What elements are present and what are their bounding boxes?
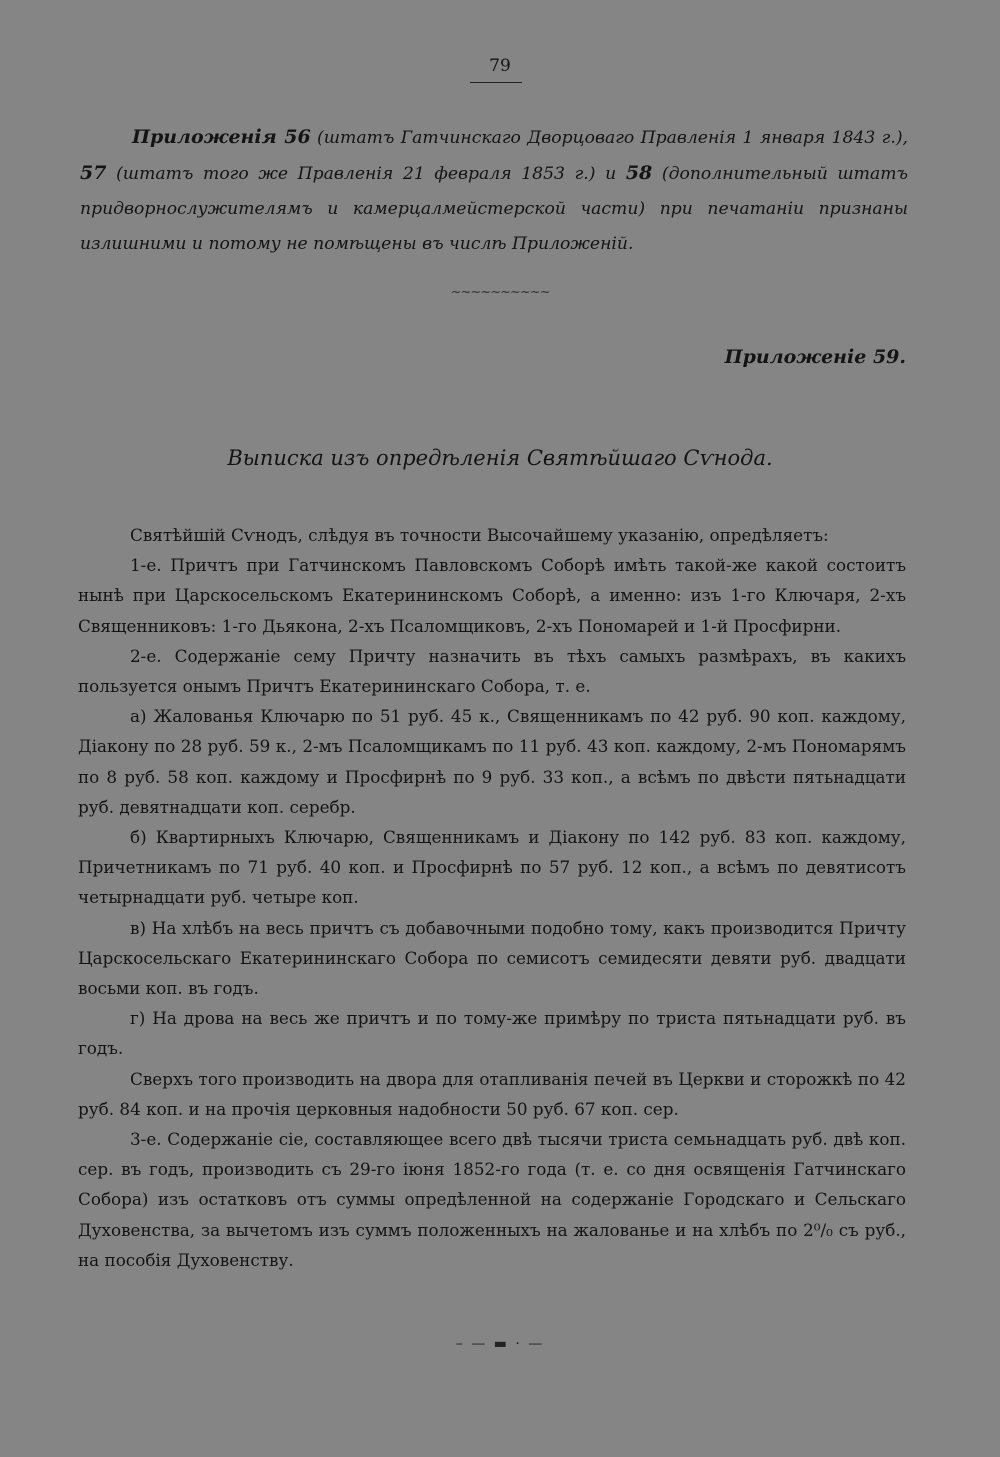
paragraph: 1-е. Причтъ при Гатчинскомъ Павловскомъ Соборѣ имѣть такой-же какой состоитъ нынѣ при Царскосельскомъ Екатерининскомъ Соборѣ, а именно: изъ 1-го Ключаря, 2-хъ Священниковъ: 1-го Дьякона, 2-хъ Псаломщиковъ, 2-хъ Пономарей и 1-й Просфирни. [78, 555, 906, 636]
editorial-note [80, 120, 908, 262]
appendix-label: Приложеніе 59. [724, 346, 906, 368]
section-divider: ~~~~~~~~~~ [450, 285, 550, 300]
paragraph: Сверхъ того производить на двора для отапливанія печей въ Церкви и сторожкѣ по 42 руб. 84 коп. и на прочія церковныя надобности 50 руб. 67 коп. сер. [78, 1068, 906, 1119]
end-rule: – — ▬ · — [455, 1336, 545, 1352]
paragraph: б) Квартирныхъ Ключарю, Священникамъ и Діакону по 142 руб. 83 коп. каждому, Причетникамъ по 71 руб. 40 коп. и Просфирнѣ по 57 руб. 12 коп., а всѣмъ по девятисотъ четырнадцати руб. четыре коп. [78, 827, 906, 908]
note-appendix-58: 58 [625, 162, 653, 184]
paragraph: 3-е. Содержаніе сіе, составляющее всего двѣ тысячи триста семьнадцать руб. двѣ коп. сер. въ годъ, производить съ 29-го іюня 1852-го года (т. е. со дня освященія Гатчинскаго Собора) изъ остатковъ отъ суммы опредѣленной на содержаніе Городскаго и Сельскаго Духовенства, за вычетомъ изъ суммъ положенныхъ на жалованье и на хлѣбъ по 2⁰/₀ съ руб., на пособія Духовенству. [78, 1129, 906, 1270]
note-appendix-56: Приложенія 56 [132, 126, 311, 148]
note-text-3: (дополнительный штатъ придворнослужителямъ и камерцалмейстерской части) при печатаніи признаны излишними и потому не помѣщены въ числѣ Приложеній. [80, 164, 908, 254]
paragraph: Святѣйшій Сѵнодъ, слѣдуя въ точности Высочайшему указанію, опредѣляетъ: [130, 525, 829, 545]
page-number: 79 [489, 56, 511, 76]
paragraph: г) На дрова на весь же причтъ и по тому-же примѣру по триста пятьнадцати руб. въ годъ. [78, 1008, 906, 1059]
document-body [78, 520, 906, 1275]
paragraph: 2-е. Содержаніе сему Причту назначить въ тѣхъ самыхъ размѣрахъ, въ какихъ пользуется онымъ Причтъ Екатерининскаго Собора, т. е. [78, 645, 906, 697]
note-text-1: (штатъ Гатчинскаго Дворцоваго Правленія 1 января 1843 г.), [310, 128, 908, 148]
paragraph: в) На хлѣбъ на весь причтъ съ добавочными подобно тому, какъ производится Причту Царскосельскаго Екатерининскаго Собора по семисотъ семидесяти девяти руб. двадцати восьми коп. въ годъ. [78, 917, 906, 999]
page-number-rule [470, 82, 522, 83]
paragraph: а) Жалованья Ключарю по 51 руб. 45 к., Священникамъ по 42 руб. 90 коп. каждому, Діакону по 28 руб. 59 к., 2-мъ Псаломщикамъ по 11 руб. 43 коп. каждому, 2-мъ Пономарямъ по 8 руб. 58 коп. каждому и Просфирнѣ по 9 руб. 33 коп., а всѣмъ по двѣсти пятьнадцати руб. девятнадцати коп. серебр. [78, 706, 906, 817]
note-text-2: (штатъ того же Правленія 21 февраля 1853 г.) и [106, 164, 626, 184]
document-title: Выписка изъ опредѣленія Святѣйшаго Сѵнода. [227, 446, 773, 470]
note-appendix-57: 57 [80, 162, 107, 184]
